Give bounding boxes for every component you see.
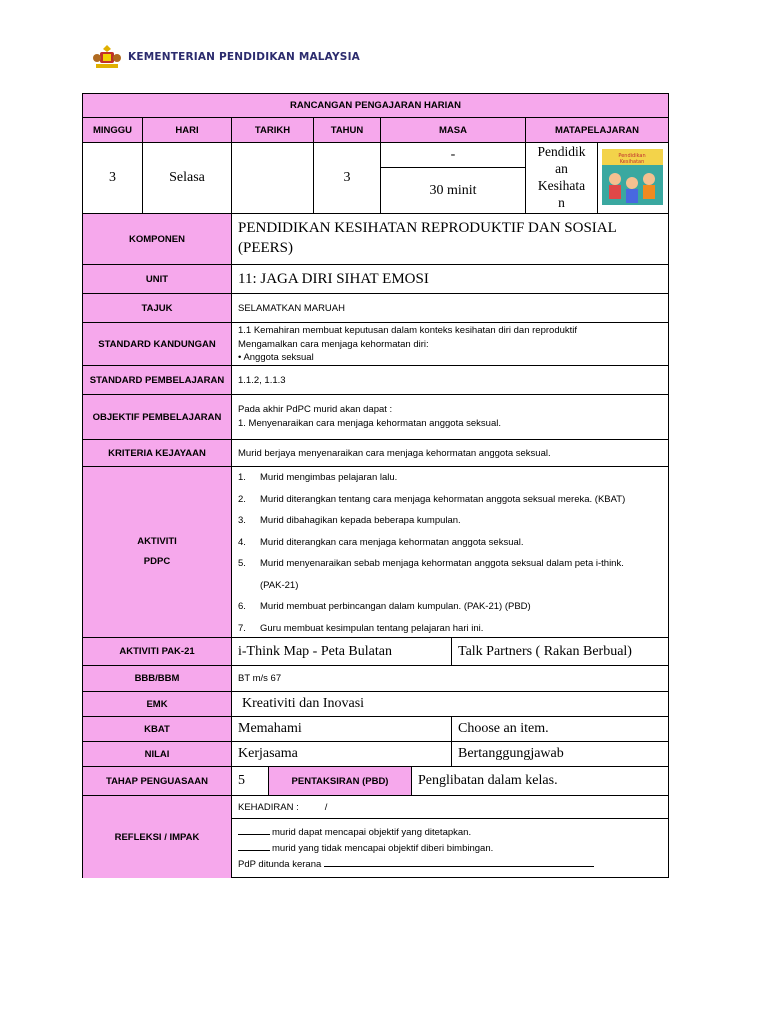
value-minggu: 3 (83, 143, 143, 214)
kbat-dropdown-2[interactable]: Choose an item. (452, 717, 669, 742)
aktiviti-list (232, 467, 669, 638)
refleksi-line: murid yang tidak mencapai objektif diberi bimbingan. (238, 841, 662, 857)
value-masa-duration: 30 minit (381, 168, 526, 214)
col-masa: MASA (381, 118, 526, 143)
tahap-dropdown[interactable]: 5 (232, 767, 269, 796)
aktiviti-label-2: PDPC (143, 556, 171, 567)
subject-line: Pendidik (537, 144, 586, 159)
svg-text:Kesihatan: Kesihatan (619, 159, 645, 165)
label-aktiviti (83, 467, 232, 638)
blank-field[interactable] (324, 857, 594, 867)
label-kbat: KBAT (83, 717, 232, 742)
list-item: 2. Murid diterangkan tentang cara menjaga kehormatan anggota seksual mereka. (KBAT) (238, 493, 626, 505)
value-tarikh[interactable] (232, 143, 314, 214)
pak21-dropdown-1[interactable]: i-Think Map - Peta Bulatan (232, 638, 452, 666)
label-tahap: TAHAP PENGUASAAN (83, 767, 232, 796)
label-unit: UNIT (83, 265, 232, 294)
label-pentaksiran: PENTAKSIRAN (PBD) (269, 767, 412, 796)
label-kriteria: KRITERIA KEJAYAAN (83, 440, 232, 467)
value-tahun: 3 (314, 143, 381, 214)
textbook-cover-image (598, 143, 669, 214)
list-item: 4. Murid diterangkan cara menjaga kehormatan anggota seksual. (238, 536, 524, 548)
pentaksiran-dropdown[interactable]: Penglibatan dalam kelas. (412, 767, 669, 796)
label-komponen: KOMPONEN (83, 214, 232, 265)
objektif-line: Pada akhir PdPC murid akan dapat : (238, 404, 393, 415)
label-bbb: BBB/BBM (83, 666, 232, 692)
col-minggu: MINGGU (83, 118, 143, 143)
kehadiran-row (232, 796, 669, 819)
aktiviti-label-1: AKTIVITI (137, 536, 177, 547)
value-masa-time: - (381, 143, 526, 168)
kehadiran-slash: / (324, 801, 328, 813)
emk-dropdown[interactable]: Kreativiti dan Inovasi (232, 692, 669, 717)
value-hari: Selasa (143, 143, 232, 214)
label-refleksi: REFLEKSI / IMPAK (83, 796, 232, 878)
refleksi-line: murid dapat mencapai objektif yang ditetapkan. (238, 825, 662, 841)
nilai-dropdown-1[interactable]: Kerjasama (232, 742, 452, 767)
value-standard-kandungan (232, 323, 669, 366)
kbat-dropdown-1[interactable]: Memahami (232, 717, 452, 742)
lesson-plan-table (82, 93, 669, 878)
list-item: (PAK-21) (260, 579, 299, 591)
subject-line: an (555, 161, 568, 176)
value-unit: 11: JAGA DIRI SIHAT EMOSI (232, 265, 669, 294)
objektif-line: 1. Menyenaraikan cara menjaga kehormatan anggota seksual. (238, 417, 501, 429)
value-tajuk: SELAMATKAN MARUAH (232, 294, 669, 323)
value-bbb: BT m/s 67 (232, 666, 669, 692)
refleksi-line: PdP ditunda kerana (238, 857, 662, 873)
list-item: 5. Murid menyenaraikan sebab menjaga kehormatan anggota seksual dalam peta i-think. (238, 558, 624, 570)
sk-line: Mengamalkan cara menjaga kehormatan diri: (238, 338, 429, 350)
col-matapelajaran: MATAPELAJARAN (526, 118, 669, 143)
pak21-dropdown-2[interactable]: Talk Partners ( Rakan Berbual) (452, 638, 669, 666)
list-item: 7. Guru membuat kesimpulan tentang pelajaran hari ini. (238, 622, 484, 634)
label-emk: EMK (83, 692, 232, 717)
subject-line: Kesihata (537, 178, 586, 193)
col-hari: HARI (143, 118, 232, 143)
sk-line: 1.1 Kemahiran membuat keputusan dalam konteks kesihatan diri dan reproduktif (238, 325, 578, 336)
refleksi-notes (232, 819, 669, 878)
label-objektif: OBJEKTIF PEMBELAJARAN (83, 395, 232, 440)
col-tahun: TAHUN (314, 118, 381, 143)
subject-line: n (558, 195, 565, 210)
value-objektif (232, 395, 669, 440)
nilai-dropdown-2[interactable]: Bertanggungjawab (452, 742, 669, 767)
value-kriteria: Murid berjaya menyenaraikan cara menjaga kehormatan anggota seksual. (232, 440, 669, 467)
ministry-name: KEMENTERIAN PENDIDIKAN MALAYSIA (128, 51, 361, 63)
list-item: 6. Murid membuat perbincangan dalam kumpulan. (PAK-21) (PBD) (238, 601, 531, 613)
plan-title: RANCANGAN PENGAJARAN HARIAN (83, 94, 669, 118)
ministry-header (92, 42, 360, 72)
list-item: 1. Murid mengimbas pelajaran lalu. (238, 472, 398, 484)
label-nilai: NILAI (83, 742, 232, 767)
value-matapelajaran (526, 143, 598, 214)
col-tarikh: TARIKH (232, 118, 314, 143)
sk-line: • Anggota seksual (238, 352, 314, 363)
malaysia-crest-icon (92, 43, 122, 71)
blank-field[interactable] (238, 825, 270, 835)
value-standard-pembelajaran: 1.1.2, 1.1.3 (232, 366, 669, 395)
list-item: 3. Murid dibahagikan kepada beberapa kumpulan. (238, 515, 461, 527)
value-komponen: PENDIDIKAN KESIHATAN REPRODUKTIF DAN SOSIAL (PEERS) (232, 214, 669, 265)
kehadiran-label: KEHADIRAN : (238, 801, 299, 813)
svg-text:Pendidikan: Pendidikan (618, 153, 646, 159)
label-standard-pembelajaran: STANDARD PEMBELAJARAN (83, 366, 232, 395)
label-standard-kandungan: STANDARD KANDUNGAN (83, 323, 232, 366)
blank-field[interactable] (238, 841, 270, 851)
label-pak21: AKTIVITI PAK-21 (83, 638, 232, 666)
label-tajuk: TAJUK (83, 294, 232, 323)
